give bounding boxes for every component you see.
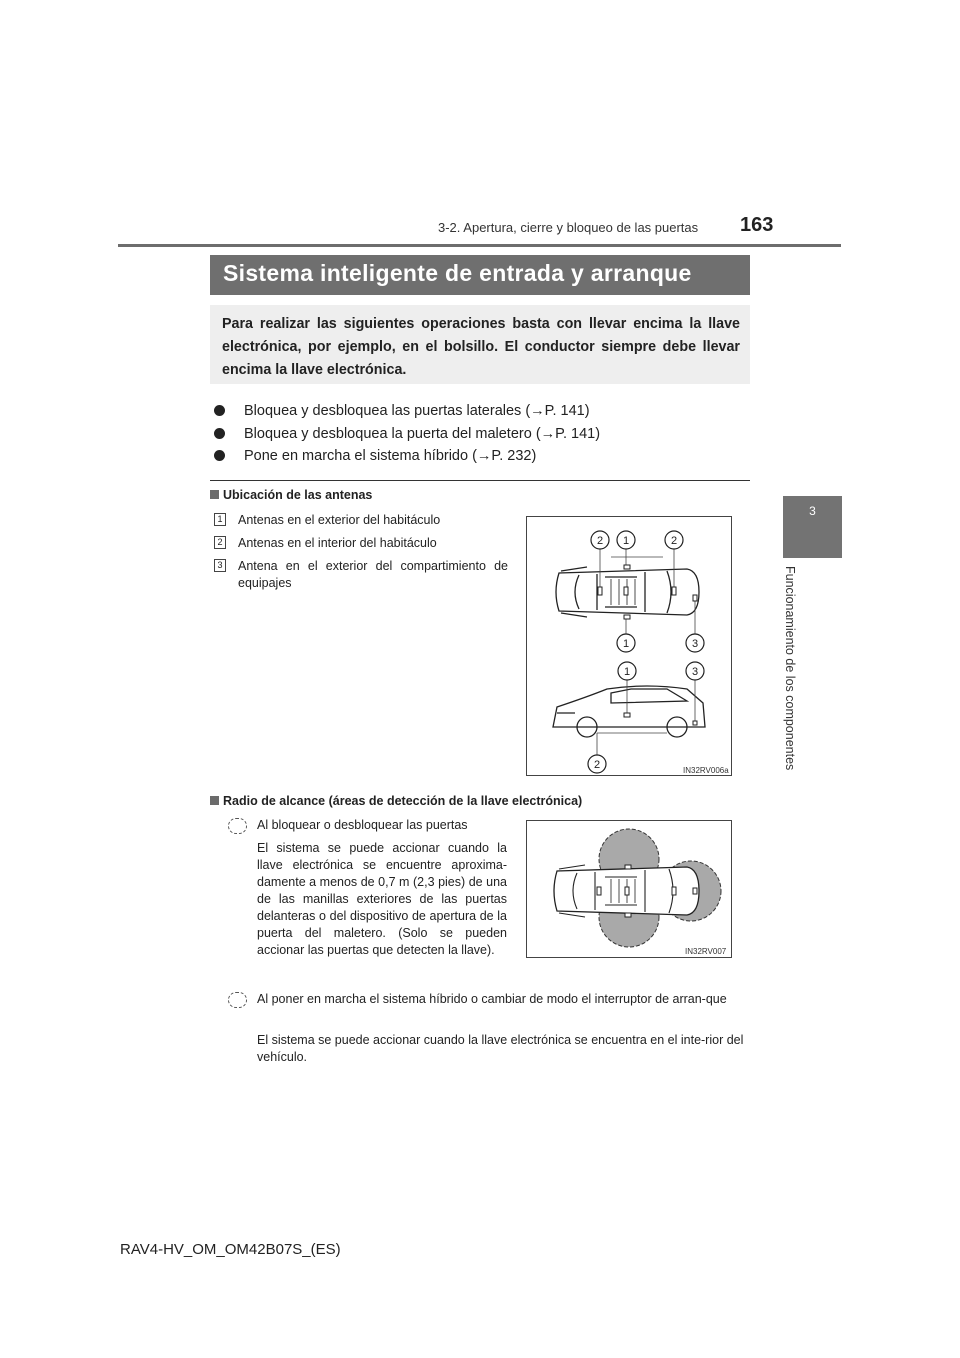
list-item: [214, 423, 734, 445]
bullet-text: Bloquea y desbloquea la puerta del maletero (→P. 141): [244, 425, 601, 442]
bullet-list: [214, 400, 734, 468]
chapter-label-wrap: [783, 566, 813, 780]
antenna-text: Antenas en el interior del habitáculo: [238, 536, 437, 550]
callout-label: 1: [622, 535, 630, 547]
list-item: [214, 558, 508, 592]
chapter-number: 3: [809, 504, 816, 518]
note-icon: [228, 992, 247, 1008]
callout-label: 1: [623, 666, 631, 678]
note-icon: [228, 818, 247, 834]
list-item: [214, 445, 734, 467]
note-title: Al bloquear o desbloquear las puertas: [257, 818, 468, 832]
intro-box: Para realizar las siguientes operaciones basta con llevar encima la llave electrónica, por ejemplo, en el bolsillo. El conductor siempre debe llevar encima la llave electrónica.: [210, 305, 750, 384]
square-bullet-icon: [210, 490, 219, 499]
list-item: [214, 512, 508, 529]
car-antenna-diagram: [527, 517, 733, 777]
list-item: [214, 400, 734, 422]
bullet-text: Pone en marcha el sistema híbrido (→P. 232): [244, 448, 537, 464]
list-item: [214, 535, 508, 552]
antenna-text: Antena en el exterior del compartimiento de equipajes: [238, 559, 508, 590]
range-figure: [526, 820, 732, 958]
range-heading: [210, 794, 582, 808]
number-badge: 1: [214, 513, 226, 526]
antenna-heading-text: Ubicación de las antenas: [223, 488, 373, 502]
antenna-figure: [526, 516, 732, 776]
figure-code: IN32RV006a: [683, 766, 729, 775]
bullet-icon: [214, 428, 225, 439]
callout-label: 2: [593, 759, 601, 771]
chapter-label: Funcionamiento de los componentes: [783, 566, 797, 771]
section-divider: [210, 480, 750, 481]
note-body: El sistema se puede accionar cuando la llave electrónica se encuentre aproxima-damente a menos de 0,7 m (2,3 pies) de una de las manillas exteriores de las puertas delanteras o del dispositivo de apertura de la puerta del maletero. (Solo se pueden accionar las puertas que detecten la llave).: [257, 841, 507, 957]
callout-label: 2: [596, 535, 604, 547]
bullet-text: Bloquea y desbloquea las puertas laterales (→P. 141): [244, 403, 590, 419]
callout-label: 3: [691, 666, 699, 678]
antenna-heading: [210, 488, 372, 502]
antenna-list: [214, 512, 508, 598]
bullet-icon: [214, 450, 225, 461]
callout-label: 1: [622, 638, 630, 650]
page-title: Sistema inteligente de entrada y arranque: [210, 255, 750, 295]
car-side-outline: [553, 686, 705, 727]
figure-code: IN32RV007: [685, 947, 727, 956]
number-badge: 3: [214, 559, 226, 572]
range-heading-text: Radio de alcance (áreas de detección de la llave electrónica): [223, 794, 583, 808]
footer-code: RAV4-HV_OM_OM42B07S_(ES): [120, 1241, 341, 1258]
callout-label: 3: [691, 638, 699, 650]
square-bullet-icon: [210, 796, 219, 805]
callout-label: 2: [670, 535, 678, 547]
note-title: Al poner en marcha el sistema híbrido o cambiar de modo el interruptor de arran-que: [257, 992, 727, 1006]
note-body: El sistema se puede accionar cuando la llave electrónica se encuentra en el inte-rior del vehículo.: [257, 1033, 744, 1064]
car-range-diagram: [527, 821, 733, 959]
antenna-text: Antenas en el exterior del habitáculo: [238, 513, 441, 527]
header-rule: [118, 244, 841, 247]
number-badge: 2: [214, 536, 226, 549]
section-title: 3-2. Apertura, cierre y bloqueo de las puertas: [438, 220, 699, 235]
page-number: 163: [740, 214, 774, 236]
bullet-icon: [214, 405, 225, 416]
